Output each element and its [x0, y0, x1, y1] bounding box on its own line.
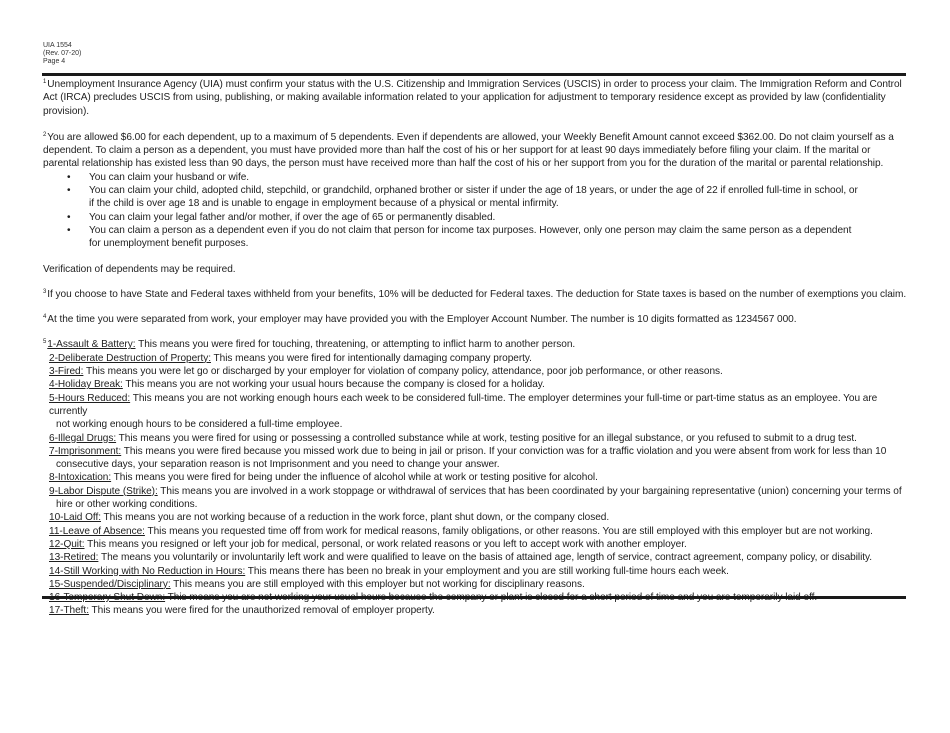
reason-label: 9-Labor Dispute (Strike): — [49, 485, 158, 497]
reason-label: 8-Intoxication: — [49, 472, 112, 484]
reason-description: This means you were fired for touching, threatening, or attempting to inflict harm to another person. — [135, 339, 576, 351]
reason-label: 7-Imprisonment: — [49, 445, 122, 457]
reason-description: This means you resigned or left your job for medical, personal, or work related reasons or you left to accept work with another employer. — [84, 538, 687, 550]
reason-item — [43, 445, 909, 472]
footnote-5-separation-reasons — [43, 338, 909, 617]
reason-item — [43, 432, 909, 445]
list-item: • You can claim your legal father and/or mother, if over the age of 65 or permanently disabled. — [67, 211, 496, 223]
reason-description: This means you were fired for the unauthorized removal of employer property. — [88, 605, 435, 617]
reason-description: This means you requested time off from work for medical reasons, family obligations, or other reasons. You are still employed with this employer but are not working. — [144, 525, 873, 537]
reason-continuation: not working enough hours to be considered a full-time employee. — [56, 419, 343, 431]
form-identifier — [43, 42, 81, 66]
reason-label: 15-Suspended/Disciplinary: — [49, 578, 171, 590]
list-item: • You can claim your husband or wife. — [67, 171, 250, 183]
reason-description: This means you are not working your usual hours because the company is closed for a holiday. — [122, 379, 545, 391]
reason-description: This means you are not working because of a reduction in the work force, plant shut down, or the company closed. — [100, 512, 610, 524]
list-item: • You can claim a person as a dependent even if you do not claim that person for income tax purposes. However, only one person may claim the same person as a dependent for unemployment benefit purposes. — [67, 224, 852, 250]
reason-label: 5-Hours Reduced: — [49, 392, 131, 404]
reason-label: 10-Laid Off: — [49, 512, 101, 524]
reason-label: 3-Fired: — [49, 366, 84, 378]
dependent-rules-list — [43, 171, 909, 251]
reason-item — [43, 538, 909, 551]
reason-item — [43, 511, 909, 524]
footnotes-section — [43, 78, 909, 618]
reason-description: This means you were fired for intentionally damaging company property. — [210, 352, 532, 364]
reason-continuation: consecutive days, your separation reason is not Imprisonment and you need to change your answer. — [56, 459, 500, 471]
reason-item — [43, 525, 909, 538]
reason-description: This means there has been no break in your employment and you are still working full-time hours each week. — [245, 565, 729, 577]
reason-item — [43, 392, 909, 432]
reason-item — [43, 565, 909, 578]
footnote-marker: 1 — [43, 79, 47, 85]
reason-description: This means you are still employed with this employer but not working for disciplinary reasons. — [170, 578, 585, 590]
bullet-icon: • — [67, 185, 71, 197]
reason-item — [43, 551, 909, 564]
reason-description: The means you voluntarily or involuntarily left work and were qualified to leave on the basis of attained age, length of service, contract agreement, company policy, or disability. — [98, 552, 873, 564]
footnote-marker: 3 — [43, 288, 47, 295]
reason-label: 14-Still Working with No Reduction in Hours: — [49, 565, 246, 577]
reason-label: 17-Theft: — [49, 605, 89, 617]
bullet-icon: • — [67, 171, 71, 183]
footnote-1 — [43, 78, 909, 118]
list-item: • You can claim your child, adopted child, stepchild, or grandchild, orphaned brother or sister if under the age of 18 years, or under the age of 22 if enrolled full-time in school, or if the child is over age 18 and is unable to engage in employment because of a physical or mental infirmity. — [67, 185, 858, 210]
footnote-text: At the time you were separated from work, your employer may have provided you with the Employer Account Number. The number is 10 digits formatted as 1234567 000. — [47, 314, 797, 326]
reason-label: 13-Retired: — [49, 552, 99, 564]
reason-item — [43, 471, 909, 484]
bullet-icon: • — [67, 211, 71, 223]
footnote-3 — [43, 288, 909, 301]
footnote-2 — [43, 131, 909, 276]
reason-item — [43, 352, 909, 365]
footnote-marker: 4 — [43, 314, 47, 321]
bottom-divider-rule — [42, 596, 906, 599]
reason-item — [43, 365, 909, 378]
reason-label: 1-Assault & Battery: — [47, 339, 136, 351]
reason-description: This means you were fired for being under the influence of alcohol while at work or testing positive for alcohol. — [111, 472, 598, 484]
top-divider-rule — [42, 73, 906, 76]
reason-continuation: hire or other working conditions. — [56, 499, 198, 511]
reason-item — [43, 338, 909, 351]
reason-description: This means you are not working enough hours each week to be considered full-time. The employer determines your full-time or part-time status as an employee. You are currently — [49, 392, 878, 417]
footnote-text: You are allowed $6.00 for each dependent, up to a maximum of 5 dependents. Even if dependents are allowed, your Weekly Benefit Amount cannot exceed $362.00. Do not claim yourself as a dependent. To claim a person as a dependent, you must have provided more than half the cost of his or her support for at least 90 days immediately before filing your claim. If the marital or parental relationship has existed less than 90 days, the person must have received more than half the cost of his or her support from you for the duration of the marital or parental relationship. — [43, 131, 894, 170]
reason-label: 11-Leave of Absence: — [49, 525, 145, 537]
footnote-marker: 5 — [43, 339, 47, 346]
form-revision: (Rev. 07-20) — [43, 50, 82, 57]
footnote-marker: 2 — [43, 131, 47, 138]
reason-item — [43, 378, 909, 391]
reason-description: This means you were fired because you missed work due to being in jail or prison. If your conviction was for a traffic violation and you were absent from work for less than 10 — [121, 445, 887, 457]
reason-label: 6-Illegal Drugs: — [49, 432, 117, 444]
footnote-4 — [43, 313, 909, 326]
reason-description: This means you were fired for using or possessing a controlled substance while at work, testing positive for an illegal substance, or you refused to submit to a drug test. — [116, 432, 857, 444]
footnote-text: Unemployment Insurance Agency (UIA) must confirm your status with the U.S. Citizenship and Immigration Services (USCIS) in order to process your claim. The Immigration Reform and Control Act (IRCA) precludes USCIS from using, publishing, or making available information related to your application for adjustment to temporary residence except as provided by law (confidentiality provision). — [43, 79, 902, 117]
reason-item — [43, 578, 909, 591]
bullet-icon: • — [67, 224, 71, 236]
verification-note: Verification of dependents may be required. — [43, 263, 236, 275]
footnote-text: If you choose to have State and Federal taxes withheld from your benefits, 10% will be deducted for Federal taxes. The deduction for State taxes is based on the number of exemptions you claim. — [47, 288, 907, 300]
reason-label: 4-Holiday Break: — [49, 379, 123, 391]
reason-item — [43, 485, 909, 512]
form-number: UIA 1554 — [43, 42, 72, 49]
reason-description: This means you are involved in a work stoppage or withdrawal of services that has been coordinated by your bargaining representative (union) concerning your terms of — [157, 485, 902, 497]
reason-item — [43, 604, 909, 617]
reason-label: 2-Deliberate Destruction of Property: — [49, 352, 211, 364]
reason-description: This means you were let go or discharged by your employer for violation of company policy, attendance, poor job performance, or other reasons. — [83, 366, 723, 378]
page-number: Page 4 — [43, 58, 66, 65]
reason-label: 12-Quit: — [49, 538, 85, 550]
